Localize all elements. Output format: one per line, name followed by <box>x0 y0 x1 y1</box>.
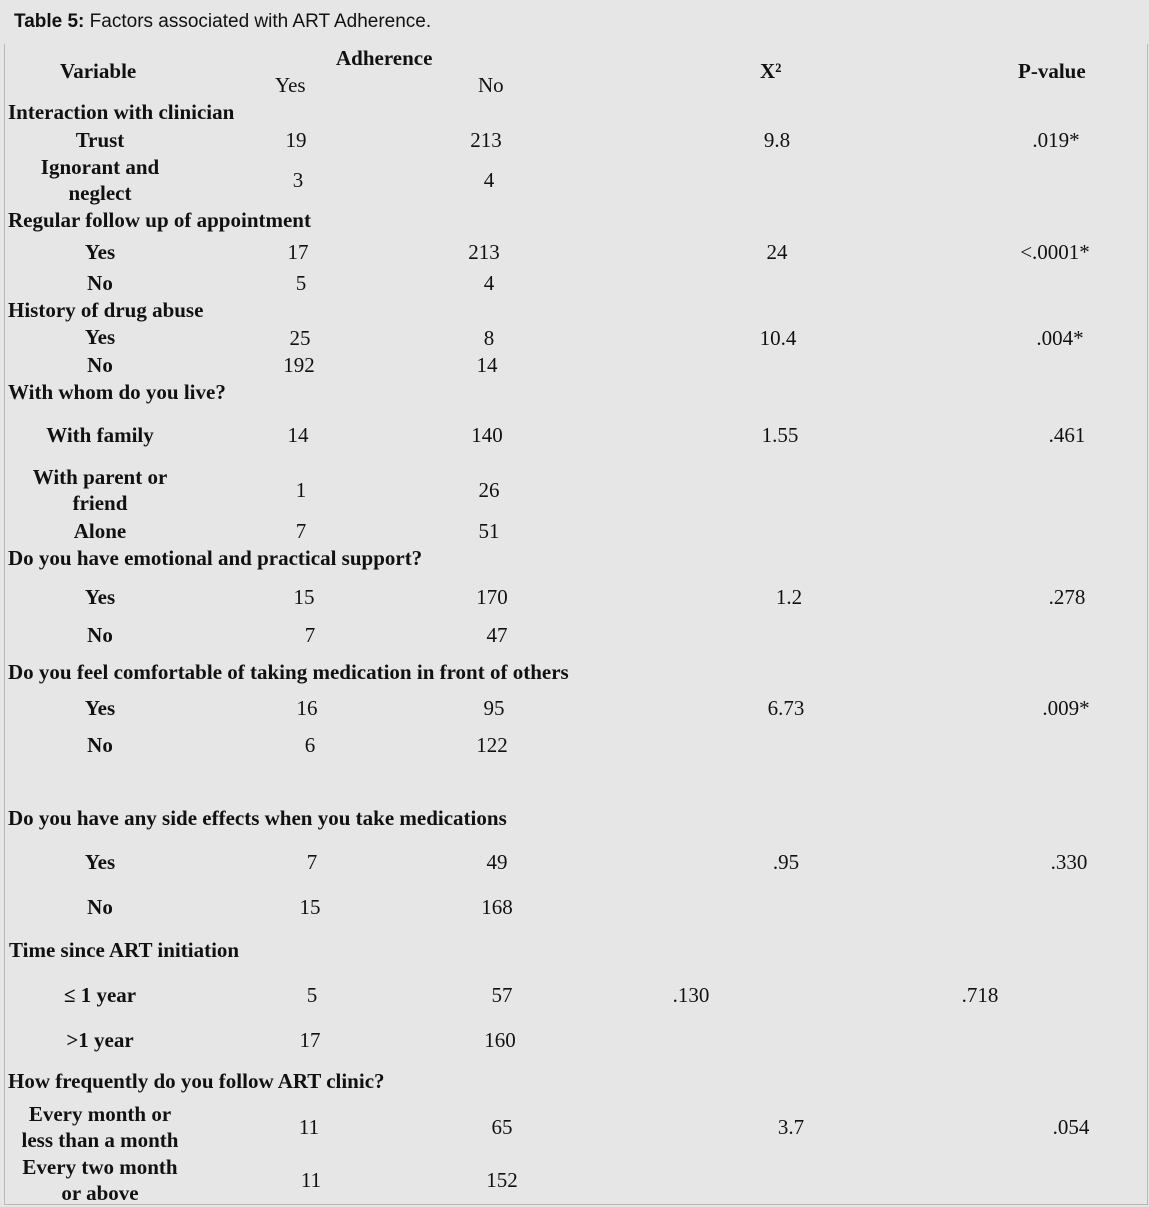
cell-yes: 16 <box>296 696 318 720</box>
row-label-line: With parent or <box>32 465 168 489</box>
cell-chi: 9.8 <box>763 128 791 152</box>
row-label: Trust <box>75 128 125 152</box>
cell-p: .718 <box>961 983 999 1007</box>
section-title: Do you feel comfortable of taking medication in front of others <box>8 660 569 684</box>
header-no: No <box>478 73 504 97</box>
row-label: Yes <box>84 696 116 720</box>
cell-chi: 10.4 <box>759 326 797 350</box>
cell-p: <.0001* <box>1020 240 1090 264</box>
table-caption <box>14 11 431 33</box>
row-label-line: Every two month <box>22 1155 178 1179</box>
section-title: Regular follow up of appointment <box>8 208 311 232</box>
section-title: With whom do you live? <box>8 380 226 404</box>
cell-chi: .95 <box>772 850 800 874</box>
header-variable: Variable <box>60 59 137 83</box>
cell-yes: 7 <box>306 850 318 874</box>
row-label-line: neglect <box>68 181 132 205</box>
cell-no: 49 <box>486 850 508 874</box>
cell-yes: 11 <box>298 1115 320 1139</box>
cell-yes: 15 <box>299 895 321 919</box>
row-label-line: less than a month <box>21 1128 179 1152</box>
cell-p: .019* <box>1032 128 1080 152</box>
section-title: Time since ART initiation <box>9 938 240 962</box>
row-label: >1 year <box>66 1028 134 1052</box>
cell-yes: 192 <box>283 353 315 377</box>
header-yes: Yes <box>275 73 306 97</box>
cell-p: .009* <box>1042 696 1090 720</box>
cell-yes: 5 <box>295 271 307 295</box>
section-title: Do you have emotional and practical support? <box>8 546 423 570</box>
section-title: Do you have any side effects when you take medications <box>8 806 507 830</box>
cell-no: 65 <box>491 1115 513 1139</box>
section-title: How frequently do you follow ART clinic? <box>8 1069 385 1093</box>
cell-no: 14 <box>476 353 498 377</box>
cell-no: 213 <box>468 240 500 264</box>
cell-no: 152 <box>486 1168 518 1192</box>
cell-no: 57 <box>491 983 513 1007</box>
cell-p: .330 <box>1050 850 1088 874</box>
cell-p: .054 <box>1052 1115 1090 1139</box>
cell-yes: 3 <box>292 168 304 192</box>
caption-text: Factors associated with ART Adherence. <box>89 11 432 32</box>
cell-no: 51 <box>478 519 500 543</box>
cell-yes: 7 <box>304 623 316 647</box>
row-label-line: or above <box>61 1181 139 1205</box>
row-label: No <box>87 623 113 647</box>
cell-chi: 1.55 <box>761 423 799 447</box>
cell-no: 26 <box>478 478 500 502</box>
row-label-line: Every month or <box>28 1102 172 1126</box>
cell-p: .461 <box>1048 423 1086 447</box>
caption-label: Table 5: <box>14 11 85 32</box>
row-label: Yes <box>84 325 116 349</box>
row-label: No <box>87 733 113 757</box>
row-label: With family <box>46 423 154 447</box>
cell-no: 47 <box>486 623 508 647</box>
cell-chi: 1.2 <box>775 585 803 609</box>
row-label-line: friend <box>72 491 128 515</box>
row-label: No <box>87 895 113 919</box>
cell-chi: 24 <box>766 240 788 264</box>
cell-yes: 17 <box>287 240 309 264</box>
cell-no: 140 <box>471 423 503 447</box>
cell-yes: 19 <box>285 128 307 152</box>
header-chi-square: X² <box>760 59 782 83</box>
row-label: Alone <box>73 519 127 543</box>
cell-yes: 6 <box>304 733 316 757</box>
row-label: Yes <box>84 585 116 609</box>
row-label: ≤ 1 year <box>63 983 137 1007</box>
cell-no: 8 <box>483 326 495 350</box>
section-title: Interaction with clinician <box>8 100 235 124</box>
header-adherence: Adherence <box>336 46 433 70</box>
cell-no: 168 <box>481 895 513 919</box>
cell-yes: 7 <box>295 519 307 543</box>
row-label: No <box>87 271 113 295</box>
cell-no: 213 <box>470 128 502 152</box>
row-label <box>41 154 159 206</box>
cell-no: 95 <box>483 696 505 720</box>
cell-chi: 6.73 <box>767 696 805 720</box>
cell-no: 4 <box>483 271 495 295</box>
row-label-line: Ignorant and <box>40 155 160 179</box>
row-label <box>22 1101 179 1153</box>
header-p-value: P-value <box>1018 59 1086 83</box>
cell-yes: 17 <box>299 1028 321 1052</box>
cell-chi: .130 <box>672 983 710 1007</box>
cell-p: .278 <box>1048 585 1086 609</box>
row-label <box>33 464 168 516</box>
cell-yes: 11 <box>300 1168 322 1192</box>
row-label: No <box>87 353 113 377</box>
cell-p: .004* <box>1036 326 1084 350</box>
section-title: History of drug abuse <box>8 298 204 322</box>
cell-no: 4 <box>483 168 495 192</box>
row-label: Yes <box>84 850 116 874</box>
cell-chi: 3.7 <box>777 1115 805 1139</box>
cell-no: 122 <box>476 733 508 757</box>
cell-yes: 14 <box>287 423 309 447</box>
cell-yes: 1 <box>295 478 307 502</box>
row-label <box>22 1154 177 1206</box>
cell-no: 170 <box>476 585 508 609</box>
cell-yes: 25 <box>289 326 311 350</box>
row-label: Yes <box>84 240 116 264</box>
cell-no: 160 <box>484 1028 516 1052</box>
cell-yes: 15 <box>293 585 315 609</box>
cell-yes: 5 <box>306 983 318 1007</box>
